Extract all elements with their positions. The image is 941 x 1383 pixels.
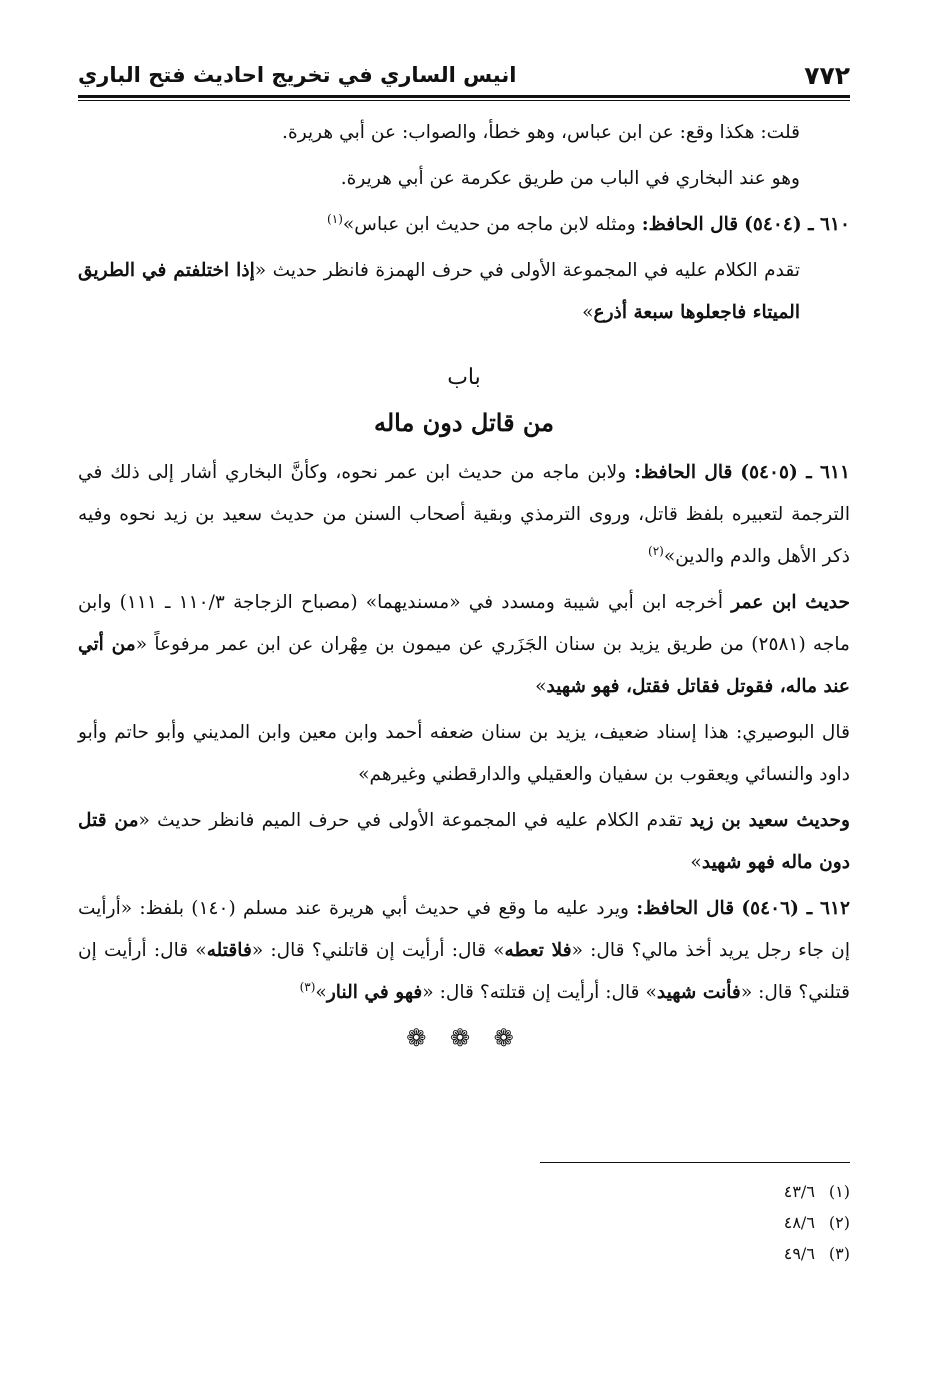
ornament-flowers-icon: ❁ ❁ ❁ bbox=[406, 1024, 522, 1052]
hadith-text: من أتي عند ماله، فقوتل فقاتل فقتل، فهو شهيد bbox=[78, 634, 850, 697]
footnote-text: ٤٩/٦ bbox=[783, 1244, 815, 1263]
hadith-text: فلا تعطه bbox=[504, 940, 572, 961]
hadith-source: وحديث سعيد بن زيد bbox=[689, 810, 851, 831]
page-header bbox=[78, 56, 850, 94]
footnote-text: ٤٨/٦ bbox=[783, 1213, 815, 1232]
page-number: ٧٧٢ bbox=[804, 60, 850, 90]
entry-speaker: قال الحافظ: bbox=[641, 214, 739, 235]
entry-quote: ومثله لابن ماجه من حديث ابن عباس» bbox=[342, 214, 636, 235]
entry-speaker: قال الحافظ: bbox=[636, 898, 735, 919]
footnote-mark: (٣) bbox=[828, 1244, 850, 1263]
paragraph-note bbox=[78, 112, 850, 154]
footnote-ref[interactable]: (٣) bbox=[299, 979, 316, 994]
paragraph-text: تقدم الكلام عليه في المجموعة الأولى في حرف الهمزة فانظر حديث « bbox=[254, 260, 800, 281]
footnote-text: ٤٣/٦ bbox=[783, 1182, 815, 1201]
closing-quote: » bbox=[690, 852, 702, 873]
header-rule-thin bbox=[78, 100, 850, 101]
chapter-heading bbox=[78, 356, 850, 446]
hadith-text: فاقتله bbox=[206, 940, 252, 961]
chapter-title: من قاتل دون ماله bbox=[373, 408, 555, 437]
hadith-text: فأنت شهيد bbox=[656, 982, 741, 1003]
hadith-source: حديث ابن عمر bbox=[731, 592, 850, 613]
footnote-mark: (٢) bbox=[828, 1213, 850, 1232]
paragraph-commentary bbox=[78, 800, 850, 884]
paragraph-commentary bbox=[78, 250, 850, 334]
paragraph-text: قال البوصيري: هذا إسناد ضعيف، يزيد بن سنان ضعفه أحمد وابن معين وابن المديني وأبو حاتم وأبو داود والنسائي ويعقوب بن سفيان والعقيلي والدارقطني وغيرهم» bbox=[78, 722, 850, 785]
entry-number: ٦١١ ـ (٥٤٠٥) bbox=[740, 462, 850, 483]
paragraph-note bbox=[78, 158, 850, 200]
paragraph-text: وهو عند البخاري في الباب من طريق عكرمة عن أبي هريرة. bbox=[340, 168, 800, 189]
entry-quote: » قال: أرأيت إن قاتلني؟ قال: « bbox=[251, 940, 505, 961]
footnote-mark: (١) bbox=[828, 1182, 850, 1201]
paragraph-text: أخرجه ابن أبي شيبة ومسدد في «مسنديهما» (مصباح الزجاجة ١١٠/٣ ـ ١١١) وابن ماجه (٢٥٨١) من طريق يزيد بن سنان الجَزَري عن ميمون بن مِهْران عن ابن عمر مرفوعاً « bbox=[78, 592, 851, 655]
entry-quote: ولابن ماجه من حديث ابن عمر نحوه، وكأنَّ البخاري أشار إلى ذلك في الترجمة لتعبيره بلفظ قاتل، وروى الترمذي وبقية أصحاب السنن من حديث سعيد بن زيد نحوه وفيه ذكر الأهل والدم والدين» bbox=[78, 462, 850, 567]
footnote-ref[interactable]: (٢) bbox=[648, 543, 664, 558]
footnote-item bbox=[540, 1238, 850, 1269]
footnote-ref[interactable]: (١) bbox=[327, 211, 343, 226]
footnote-item bbox=[540, 1207, 850, 1238]
footnote-separator bbox=[540, 1162, 850, 1163]
entry-610 bbox=[78, 204, 850, 246]
paragraph-text: تقدم الكلام عليه في المجموعة الأولى في حرف الميم فانظر حديث « bbox=[138, 810, 690, 831]
entry-quote: » قال: أرأيت إن قتلته؟ قال: « bbox=[422, 982, 657, 1003]
entry-quote: » قال: أرأيت إن قتلني؟ قال: « bbox=[78, 940, 850, 1003]
paragraph-commentary bbox=[78, 582, 850, 708]
entry-quote: ويرد عليه ما وقع في حديث أبي هريرة عند مسلم (١٤٠) بلفظ: «أرأيت إن جاء رجل يريد أخذ مالي؟ قال: « bbox=[78, 898, 851, 961]
header-rule-thick bbox=[78, 95, 850, 98]
paragraph-commentary bbox=[78, 712, 850, 796]
entry-number: ٦١٢ ـ (٥٤٠٦) bbox=[741, 898, 850, 919]
closing-quote: » bbox=[582, 302, 594, 323]
chapter-word: باب bbox=[447, 365, 481, 390]
main-text bbox=[78, 112, 850, 1058]
hadith-text: إذا اختلفتم في الطريق الميتاء فاجعلوها سبعة أذرع bbox=[78, 260, 800, 323]
running-title: انيس الساري في تخريج احاديث فتح الباري bbox=[78, 63, 517, 87]
footnote-item bbox=[540, 1176, 850, 1207]
hadith-text: فهو في النار bbox=[326, 982, 423, 1003]
paragraph-text: قلت: هكذا وقع: عن ابن عباس، وهو خطأ، والصواب: عن أبي هريرة. bbox=[282, 122, 800, 143]
hadith-text: من قتل دون ماله فهو شهيد bbox=[78, 810, 850, 873]
footnotes bbox=[540, 1176, 850, 1269]
closing-quote: » bbox=[535, 676, 547, 697]
entry-612 bbox=[78, 888, 850, 1014]
entry-number: ٦١٠ ـ (٥٤٠٤) bbox=[744, 214, 850, 235]
closing-quote: » bbox=[315, 982, 327, 1003]
entry-speaker: قال الحافظ: bbox=[634, 462, 733, 483]
entry-611 bbox=[78, 452, 850, 578]
